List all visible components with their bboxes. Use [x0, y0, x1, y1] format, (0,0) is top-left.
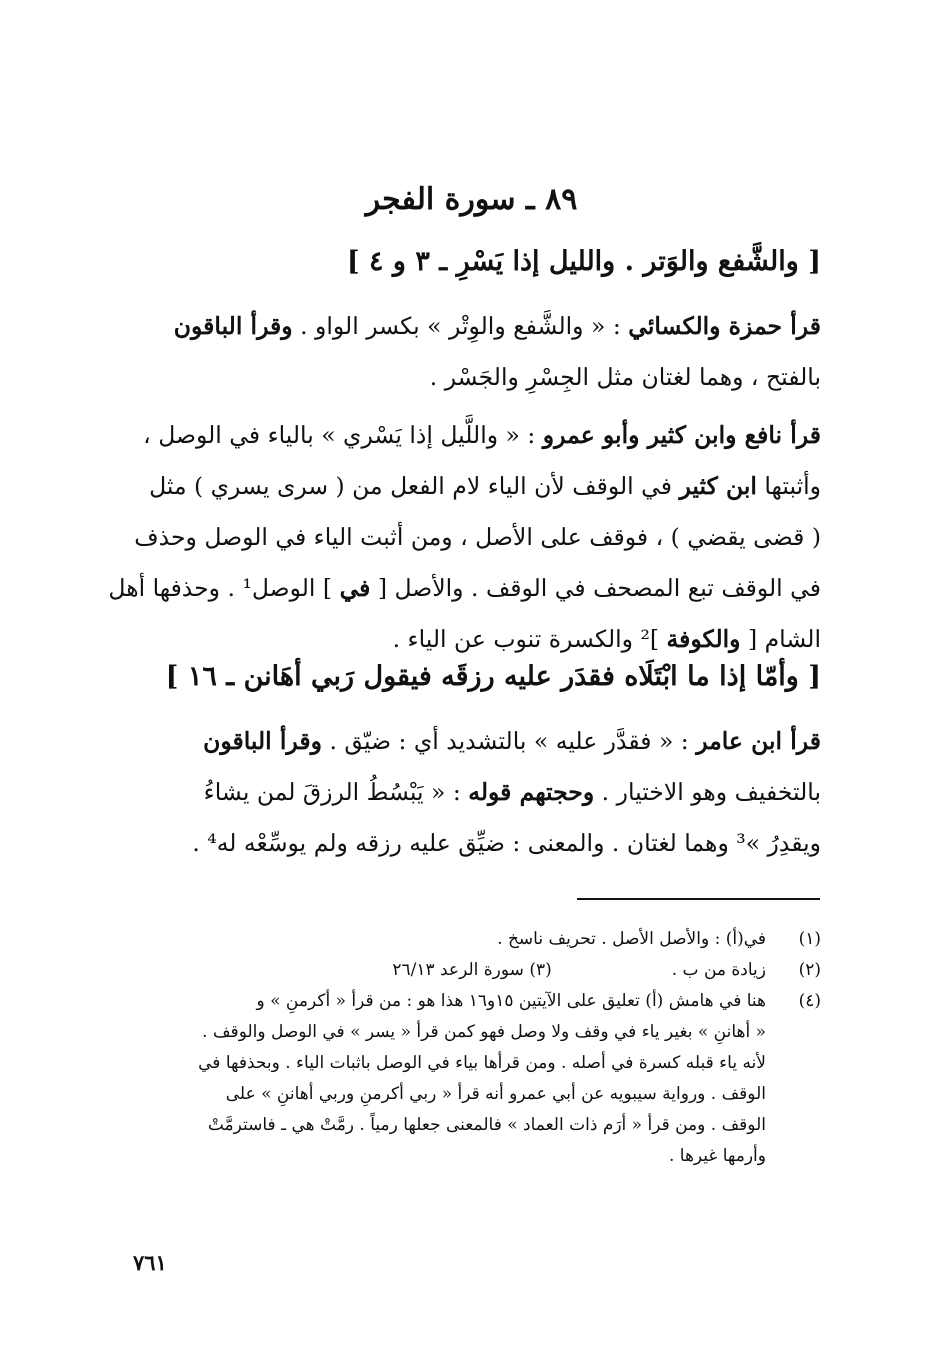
others-readers: وقرأ الباقون	[173, 312, 293, 340]
reader-name: ابن كثير	[679, 472, 757, 500]
text-span: وأثبتها	[756, 472, 821, 500]
paragraph-1	[149, 301, 821, 403]
footnote-line: هنا في هامش (أ) تعليق على الآيتين ١٥و١٦ هذا هو : من قرأ « أكرمنِ » و	[256, 991, 766, 1011]
paragraph-2-line-1	[143, 410, 821, 461]
footnotes	[121, 924, 821, 1172]
footnote-3-inline: (٣) سورة الرعد ٢٦/١٣	[392, 960, 552, 980]
footnote-text: زيادة من ب .	[671, 960, 766, 980]
text-span: بالتخفيف وهو الاختيار .	[594, 778, 821, 806]
text-span: في الوقف لأن الياء لام الفعل من ( سرى يسري ) مثل	[149, 472, 680, 500]
verse-heading-1: [ والشَّفع والوَتر . والليل إذا يَسْرِ ـ ٣ و ٤ ]	[346, 246, 821, 277]
inserted-word: في	[339, 574, 371, 602]
footnote-line: وأرمها غيرها .	[668, 1146, 766, 1166]
reading-text: : « والشَّفع والوِتْر » بكسر الواو .	[292, 312, 629, 340]
footnote-body	[121, 924, 766, 955]
text-span: الشام [	[740, 625, 821, 653]
footnote-line: الوقف . ورواية سيبويه عن أبي عمرو أنه قرأ « ربي أكرمنِ وربي أهاننِ » على	[225, 1084, 766, 1104]
paragraph-3-line-1	[149, 716, 821, 767]
reader-names: قرأ نافع وابن كثير وأبو عمرو	[542, 421, 821, 449]
paragraph-2-line-3: ( قضى يقضي ) ، فوقف على الأصل ، ومن أثبت الياء في الوصل وحذف	[134, 523, 821, 551]
footnote-line: لأنه ياء قبله كسرة في أصله . ومن قرأها بياء في الوصل باثبات الياء . وبحذفها في	[198, 1053, 766, 1073]
paragraph-3	[149, 716, 821, 869]
footnote-number: (١)	[798, 929, 821, 949]
text-span: ]² والكسرة تنوب عن الياء .	[392, 625, 667, 653]
verse-heading-2: [ وأمّا إذا ما ابْتَلَاه فقدَر عليه رزقَه فيقول رَبي أهَانن ـ ١٦ ]	[165, 661, 821, 692]
footnote-2	[121, 955, 821, 986]
footnote-line: في(أ) : والأصل الأصل . تحريف ناسخ .	[497, 929, 766, 949]
paragraph-2-line-2	[149, 461, 821, 512]
reader-names: قرأ حمزة والكسائي	[628, 312, 821, 340]
reading-text: : « واللَّيل إذا يَسْري » بالياء في الوصل ،	[143, 421, 543, 449]
inserted-word: والكوفة	[666, 625, 741, 653]
text-span: ] الوصل¹ . وحذفها أهل	[108, 574, 340, 602]
paragraph-3-line-2	[149, 767, 821, 818]
footnote-body	[121, 986, 766, 1172]
reading-text: : « فقدَّر عليه » بالتشديد أي : ضيّق .	[321, 727, 697, 755]
paragraph-1-line-1	[149, 301, 821, 352]
footnote-line: الوقف . ومن قرأ « أرَم ذات العماد » فالمعنى جعلها رمياً . رمَّتْ هي ـ فاسترمَّتْ	[207, 1115, 766, 1135]
text-span: : « يَبْسُطُ الرزقَ لمن يشاءُ	[203, 778, 469, 806]
footnote-line	[121, 955, 766, 986]
argument-label: وحجتهم قوله	[468, 778, 595, 806]
footnote-body	[121, 955, 766, 986]
page-number: ٧٦١	[133, 1250, 167, 1275]
footnote-4	[121, 986, 821, 1172]
paragraph-2-line-4	[108, 563, 821, 614]
surah-title: ٨٩ ـ سورة الفجر	[365, 182, 578, 217]
others-readers: وقرأ الباقون	[203, 727, 322, 755]
footnote-line: « أهاننِ » بغير ياء في وقف ولا وصل فهو كمن قرأ « يسر » في الوصل والوقف .	[202, 1022, 766, 1042]
text-span: في الوقف تبع المصحف في الوقف . والأصل [	[370, 574, 821, 602]
paragraph-1-line-2: بالفتح ، وهما لغتان مثل الجِسْرِ والجَسْر .	[429, 363, 821, 391]
reader-name: قرأ ابن عامر	[696, 727, 821, 755]
paragraph-2	[108, 410, 821, 665]
footnote-number: (٤)	[798, 991, 821, 1011]
footnote-divider	[577, 898, 820, 900]
footnote-number: (٢)	[798, 960, 821, 980]
footnote-1	[121, 924, 821, 955]
paragraph-3-line-3: ويقدِرُ »³ وهما لغتان . والمعنى : ضيِّق عليه رزقه ولم يوسِّعْه له⁴ .	[192, 829, 821, 857]
